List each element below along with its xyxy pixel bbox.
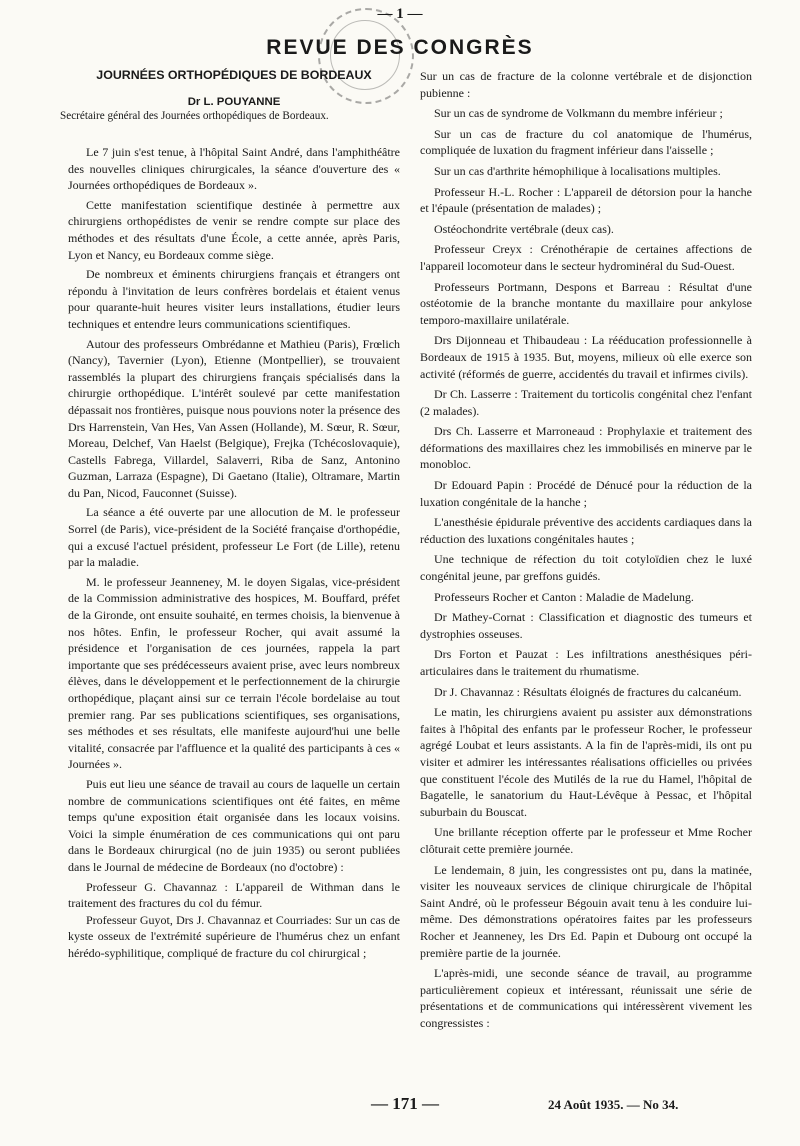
communication-entry: Sur un cas de fracture de la colonne vertébrale et de disjonction pubienne : [420,69,752,100]
communication-entry: Drs Forton et Pauzat : Les infiltrations anesthésiques péri-articulaires dans le traitement du rhumatisme. [420,647,752,678]
folio-number: — 1 — [377,6,423,22]
article-title: JOURNÉES ORTHOPÉDIQUES DE BORDEAUX [96,68,372,82]
communication-entry: Professeurs Rocher et Canton : Maladie de Madelung. [434,589,694,604]
paragraph: Puis eut lieu une séance de travail au cours de laquelle un certain nombre de communications scientifiques ont été faites, en même temps qu'une exposition était organisée dans les locaux voisins. Voici la simple énumération de ces communications qui ont paru dans le Bordeaux chirurgical (no de juin 1935) ou seront publiées dans le Journal de médecine de Bordeaux (no d'octobre) : [68,776,400,874]
communication-entry: Professeur H.-L. Rocher : L'appareil de détorsion pour la hanche et l'épaule (présentation de malades) ; [420,184,752,216]
communication-entry: Professeur G. Chavannaz : L'appareil de Withman dans le traitement des fractures du col du fémur. [68,879,400,911]
communication-entry: Sur un cas de fracture du col anatomique de l'humérus, compliquée de luxation du fragment inférieur dans l'aisselle ; [420,126,752,158]
communication-entry: Dr Ch. Lasserre : Traitement du torticolis congénital chez l'enfant (2 malades). [420,387,752,418]
page-footer [0,1094,800,1118]
article-author: Dr L. POUYANNE [187,96,281,108]
paragraph: L'après-midi, une seconde séance de travail, au programme particulièrement copieux et intéressant, réunissait une série de présentations et de communications qui intéressèrent vivement les congressistes : [420,966,752,1030]
communication-entry: Sur un cas de syndrome de Volkmann du membre inférieur ; [434,106,723,121]
communication-entry: Drs Dijonneau et Thibaudeau : La rééducation professionnelle à Bordeaux de 1915 à 1935. But, moyens, milieux où elle exerce son activité (réformés de guerre, accidentés du travail et infirmes civils). [420,333,752,381]
communication-entry: Dr Mathey-Cornat : Classification et diagnostic des tumeurs et dystrophies osseuses. [420,610,752,641]
paragraph: Le lendemain, 8 juin, les congressistes ont pu, dans la matinée, visiter les nouveaux services de clinique chirurgicale de l'hôpital Saint André, où le professeur Bégouin avait tenu à les conduire lui-même. Des démonstrations opératoires faites par les professeurs Rocher et Jeanneney, les Drs Ed. Papin et Dubourg ont occupé la première partie de la journée. [420,862,752,960]
paragraph: M. le professeur Jeanneney, M. le doyen Sigalas, vice-président de la Commission administrative des hospices, M. Bouffard, préfet de la Gironde, ont ensuite souhaité, en termes choisis, la bienvenue à nos hôtes. Enfin, le professeur Rocher, qui avait assumé la présidence et l'organisation de ces journées, rappela la part importante que ses prédécesseurs avaient prise, avec leurs nombreux élèves, dans le développement et le perfectionnement de la chirurgie orthopédique, plaçant ainsi sur ce terrain l'école bordelaise au tout premier rang. Par ses publications scientifiques, ses organisations, ses méthodes et ses résultats, elle manifeste aujourd'hui une belle vitalité, consacrée par l'affluence et la qualité des participants à ces « Journées ». [68,574,400,772]
paragraph: Autour des professeurs Ombrédanne et Mathieu (Paris), Frœlich (Nancy), Tavernier (Lyon), Etienne (Montpellier), se trouvaient rassemblés la plupart des chirurgiens français spécialisés dans la chirurgie orthopédique. L'intérêt soulevé par cette manifestation dépassait nos frontières, puisque nous pouvions noter la présence des Drs Harrenstein, Van Hes, Van Assen (Hollande), M. Sœur, R. Sœur, Moreau, Delchef, Van Haelst (Belgique), Frejka (Tchécoslovaquie), Castells Fabrega, Villardel, Salaverri, Riba de Sanz, Antonino Guzman, Larraza (Espagne), Di Gaetano (Italie), Oltramare, Martin du Pan, Nicod, Fauconnet (Suisse). [68,336,400,500]
paragraph: Cette manifestation scientifique destinée à permettre aux chirurgiens orthopédistes de venir se rendre compte sur place des méthodes et des résultats d'une École, a cette année, après Paris, Lyon et Nancy, eu Bordeaux comme siège. [68,197,400,262]
paragraph: De nombreux et éminents chirurgiens français et étrangers ont répondu à l'invitation de leurs confrères bordelais et étaient venus pour quarante-huit heures visiter leurs installations, étudier leurs techniques et entendre leurs communications scientifiques. [68,267,400,331]
paragraph: Le 7 juin s'est tenue, à l'hôpital Saint André, dans l'amphithéâtre des nouvelles cliniques chirurgicales, la séance d'ouverture des « Journées orthopédiques de Bordeaux ». [68,145,400,193]
paragraph: Une brillante réception offerte par le professeur et Mme Rocher clôturait cette première journée. [420,825,752,856]
communication-entry: Sur un cas d'arthrite hémophilique à localisations multiples. [434,163,721,178]
right-column [420,68,752,1035]
communication-entry: Professeur Guyot, Drs J. Chavannaz et Courriades: Sur un cas de kyste osseux de l'extrémité supérieure de l'humérus chez un enfant hérédo-syphilitique, compliqué de fracture du col chirurgical ; [68,912,400,960]
communication-entry: Ostéochondrite vertébrale (deux cas). [434,221,614,236]
paragraph: La séance a été ouverte par une allocution de M. le professeur Sorrel (de Paris), vice-président de la Société française d'orthopédie, qui a excusé l'actuel président, professeur Le Fort (de Lille), retenu par la maladie. [68,505,400,570]
communication-entry: Professeurs Portmann, Despons et Barreau : Résultat d'une ostéotomie de la branche montante du maxillaire pour ankylose temporo-maxillaire unilatérale. [420,279,752,327]
journal-section-title: REVUE DES CONGRÈS [266,36,534,59]
issue-date: 24 Août 1935. — No 34. [548,1097,679,1112]
communication-entry: Dr Edouard Papin : Procédé de Dénucé pour la réduction de la luxation congénitale de la hanche ; [420,478,752,509]
communication-entry: Une technique de réfection du toit cotyloïdien chez le luxé congénital jeune, par greffons guidés. [420,552,752,584]
paragraph: Le matin, les chirurgiens avaient pu assister aux démonstrations faites à l'hôpital des enfants par le professeur Rocher, le professeur agrégé Loubat et leurs assistants. A la fin de l'après-midi, ils ont pu visiter et admirer les intéressantes réalisations officielles ou privées que constituent l'école des Mutilés de la rue du Hamel, l'hôpital de Bagatelle, le sanatorium du Haut-Lévêque à Pessac, et l'hôpital suburbain du Bouscat. [420,705,752,819]
page-number: — 171 — [371,1094,439,1113]
communication-entry: Dr J. Chavannaz : Résultats éloignés de fractures du calcanéum. [434,684,742,699]
left-column [60,68,400,962]
author-role: Secrétaire général des Journées orthopédiques de Bordeaux. [60,110,329,122]
communication-entry: L'anesthésie épidurale préventive des accidents cardiaques dans la réduction des luxations congénitales hautes ; [420,515,752,546]
communication-entry: Drs Ch. Lasserre et Marroneaud : Prophylaxie et traitement des déformations des maxillaires chez les immobilisés en minerve par le monobloc. [420,424,752,472]
communication-entry: Professeur Creyx : Crénothérapie de certaines affections de l'appareil locomoteur dans le secteur hydrominéral du Sud-Ouest. [420,242,752,273]
